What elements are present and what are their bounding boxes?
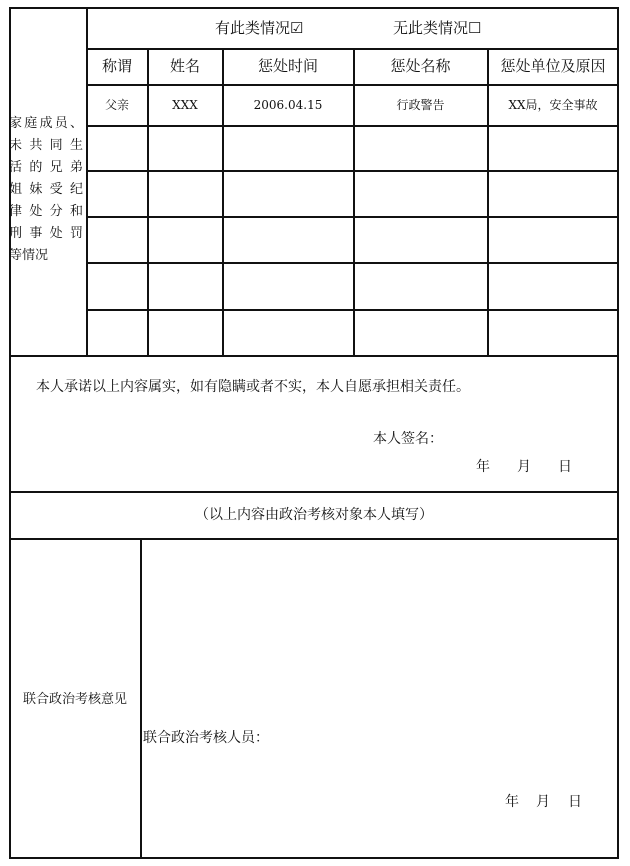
family-row-label-line: 律处分和 — [9, 204, 83, 219]
review-opinion-field[interactable] — [142, 540, 616, 720]
column-header-penalty-name: 惩处名称 — [390, 57, 451, 75]
table-row-empty[interactable] — [87, 172, 617, 216]
family-row-label-line: 姐妹受纪 — [9, 182, 83, 197]
review-date-day: 日 — [568, 794, 582, 810]
frame-right — [617, 7, 619, 858]
table-cell-relation[interactable]: 父亲 — [104, 98, 129, 112]
column-header-penalty-unit-reason: 惩处单位及原因 — [500, 57, 606, 75]
review-date-month: 月 — [536, 794, 550, 810]
frame-top — [9, 7, 619, 9]
review-opinion-label: 联合政治考核意见 — [22, 692, 127, 707]
family-row-label-line: 活的兄弟 — [9, 160, 83, 175]
column-header-name: 姓名 — [169, 57, 200, 75]
family-row-label-line: 等情况 — [9, 248, 49, 263]
signature-field[interactable] — [450, 426, 610, 450]
frame-bottom — [9, 857, 619, 859]
table-cell-penalty-name[interactable]: 行政警告 — [396, 98, 445, 112]
table-row-empty[interactable] — [87, 218, 617, 262]
table-cell-name[interactable]: XXX — [172, 98, 198, 112]
pledge-date-day: 日 — [558, 459, 572, 475]
column-header-relation: 称谓 — [101, 57, 132, 75]
option-no-cases-checkbox[interactable]: 无此类情况☐ — [393, 19, 482, 37]
option-row-bottom — [86, 48, 618, 50]
family-row-label-line: 家庭成员、 — [9, 116, 83, 131]
family-row-label-line: 刑事处罚 — [9, 226, 83, 241]
self-fill-note: （以上内容由政治考核对象本人填写） — [195, 507, 433, 523]
pledge-date-year: 年 — [476, 459, 490, 475]
family-row-label — [9, 113, 83, 267]
signature-label: 本人签名： — [373, 431, 443, 447]
family-section-bottom — [9, 355, 619, 357]
reviewer-label: 联合政治考核人员： — [143, 730, 269, 746]
table-cell-penalty-unit-reason[interactable]: XX局，安全事故 — [508, 98, 598, 112]
pledge-date-month: 月 — [517, 459, 531, 475]
review-date-year: 年 — [505, 794, 519, 810]
header-row-bottom — [86, 84, 618, 86]
column-header-penalty-time: 惩处时间 — [257, 57, 318, 75]
table-row-empty[interactable] — [87, 126, 617, 170]
table-row-empty[interactable] — [87, 264, 617, 308]
pledge-section-bottom — [9, 491, 619, 493]
table-row-empty[interactable] — [87, 310, 617, 354]
table-cell-penalty-time[interactable]: 2006.04.15 — [253, 98, 323, 112]
option-has-cases-checkbox[interactable]: 有此类情况☑ — [215, 19, 304, 37]
pledge-statement: 本人承诺以上内容属实，如有隐瞒或者不实，本人自愿承担相关责任。 — [36, 379, 470, 395]
family-row-label-line: 未共同生 — [9, 138, 83, 153]
